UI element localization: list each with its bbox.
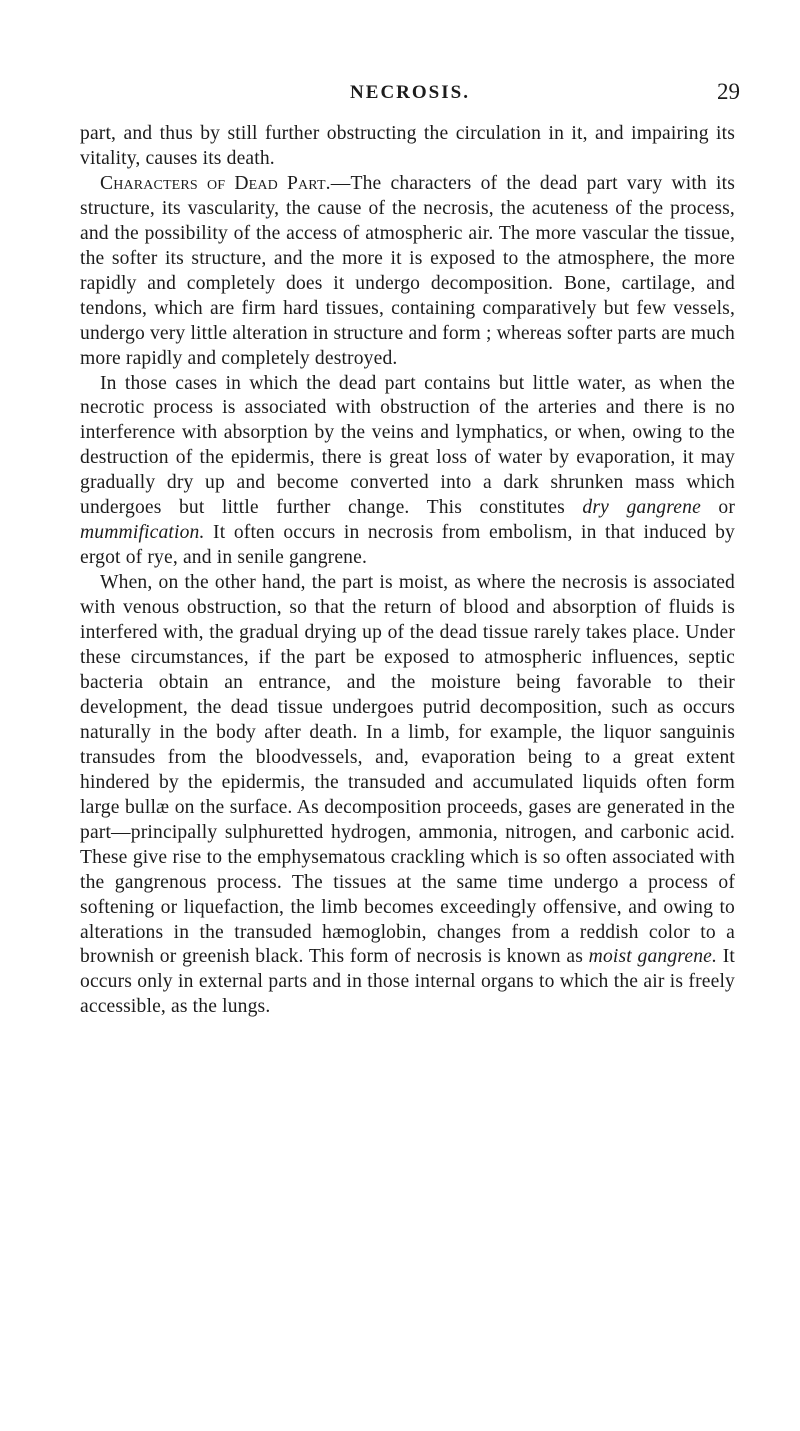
running-head [80,79,740,110]
page-number: 29 [717,79,740,104]
section-heading: Characters of Dead Part. [100,172,331,194]
term-moist-gangrene: moist gangrene. [588,946,718,968]
term-mummification: mummification. [80,522,205,544]
paragraph-4-text-b: It occurs only in external parts and in those internal organs to which the air is freely accessible, as the lungs. [80,946,735,1018]
term-dry-gangrene: dry gangrene [582,497,701,519]
running-title: NECROSIS. [350,82,470,103]
paragraph-4-text-a: When, on the other hand, the part is moist, as where the necrosis is associated with venous obstruction, so that the return of blood and absorption of fluids is interfered with, the gradual drying up of the dead tissue rarely takes place. Under these circumstances, if the part be exposed to atmospheric influences, septic bacteria obtain an entrance, and the moisture being favorable to their development, the dead tissue undergoes putrid decomposition, such as occurs naturally in the body after death. In a limb, for example, the liquor sanguinis transudes from the bloodvessels, and, evaporation being to a great extent hindered by the epidermis, the transuded and accumulated liquids often form large bullæ on the surface. As decomposition proceeds, gases are generated in the part—principally sulphuretted hydrogen, ammonia, nitrogen, and carbonic acid. These give rise to the emphysematous crackling which is so often associated with the gangrenous process. The tissues at the same time undergo a process of softening or liquefaction, the limb becomes exceedingly offensive, and owing to alterations in the transuded hæmoglobin, changes from a reddish color to a brownish or greenish black. This form of necrosis is known as [80,572,735,968]
heading-dash: — [330,172,351,194]
paragraph-3 [80,372,735,572]
paragraph-2-text: The characters of the dead part vary with its structure, its vascularity, the cause of the necrosis, the acuteness of the process, and the possibility of the access of atmospheric air. The more vascular the tissue, the softer its structure, and the more it is exposed to the atmosphere, the more rapidly and completely does it undergo decomposition. Bone, cartilage, and tendons, which are firm hard tissues, containing comparatively but few vessels, undergo very little alteration in structure and form ; whereas softer parts are much more rapidly and completely destroyed. [80,172,735,369]
paragraph-3-text-b: It often occurs in necrosis from embolism, in that induced by ergot of rye, and in senile gangrene. [80,522,735,569]
paragraph-4 [80,571,735,1020]
paragraph-1-text: part, and thus by still further obstructing the circulation in it, and impairing its vitality, causes its death. [80,123,735,169]
paragraph-1 [80,122,735,172]
paragraph-3-text-a: In those cases in which the dead part contains but little water, as when the necrotic process is associated with obstruction of the arteries and there is no interference with absorption by the veins and lymphatics, or when, owing to the destruction of the epidermis, there is great loss of water by evaporation, it may gradually dry up and become converted into a dark shrunken mass which undergoes but little further change. This constitutes [80,372,735,519]
paragraph-3-or: or [700,497,736,519]
body-text [80,122,735,1020]
paragraph-2 [80,172,735,372]
